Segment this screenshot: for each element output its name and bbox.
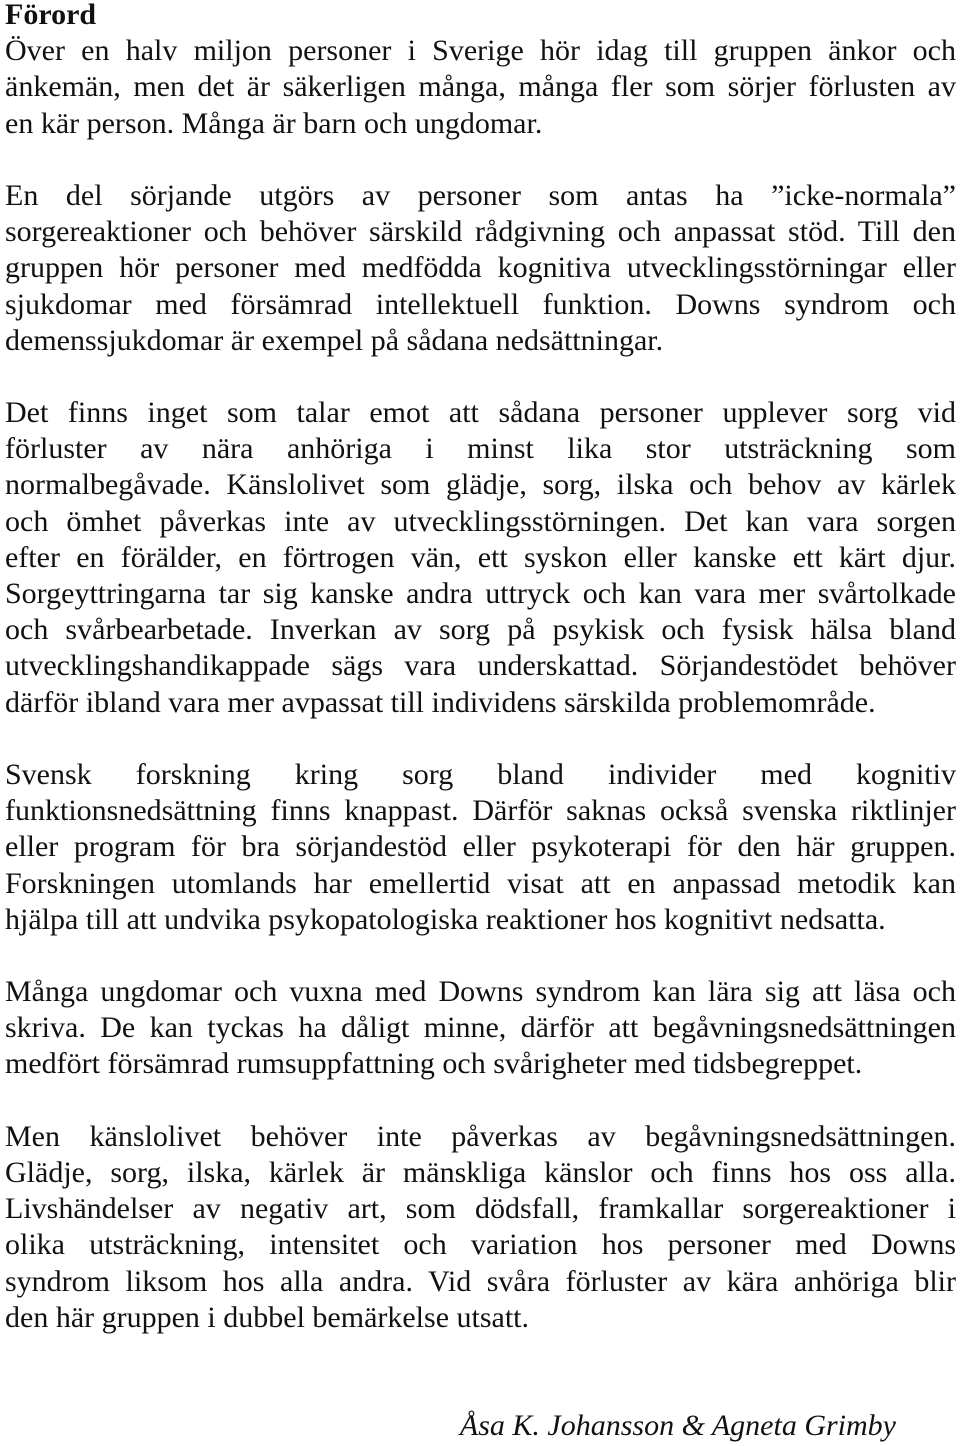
paragraph (5, 757, 956, 938)
paragraph (5, 1119, 956, 1336)
paragraph-line: Svensk forskning kring sorg bland individer med kognitiv (5, 757, 956, 791)
paragraph-line: och ömhet påverkas inte av utvecklingsstörningen. Det kan vara sorgen (5, 504, 956, 538)
paragraph-line: sjukdomar med försämrad intellektuell funktion. Downs syndrom och (5, 287, 956, 321)
paragraph (5, 33, 956, 142)
paragraph-line: olika utsträckning, intensitet och variation hos personer med Downs (5, 1228, 956, 1262)
paragraph-line: den här gruppen i dubbel bemärkelse utsatt. (5, 1300, 530, 1334)
paragraph-line: sorgereaktioner och behöver särskild rådgivning och anpassat stöd. Till den (5, 215, 956, 249)
paragraph-line: en kär person. Många är barn och ungdomar. (5, 106, 543, 140)
paragraph-line: Sorgeyttringarna tar sig kanske andra uttryck och kan vara mer svårtolkade (5, 577, 956, 610)
paragraph-line: Glädje, sorg, ilska, kärlek är mänskliga känslor och finns hos oss alla. (5, 1156, 956, 1189)
page-title: Förord (5, 0, 97, 31)
paragraph (5, 974, 956, 1083)
paragraph-line: Det finns inget som talar emot att sådana personer upplever sorg vid (5, 396, 956, 430)
paragraph-line: skriva. De kan tyckas ha dåligt minne, därför att begåvningsnedsättningen (5, 1011, 956, 1045)
paragraph-line: efter en förälder, en förtrogen vän, ett syskon eller kanske ett kärt djur. (5, 540, 956, 574)
paragraph-line: hjälpa till att undvika psykopatologiska reaktioner hos kognitivt nedsatta. (5, 902, 886, 936)
paragraph-line: Många ungdomar och vuxna med Downs syndrom kan lära sig att läsa och (5, 975, 956, 1009)
paragraph-line: gruppen hör personer med medfödda kognitiva utvecklingsstörningar eller (5, 251, 956, 285)
paragraph-line: Forskningen utomlands har emellertid visat att en anpassad metodik kan (5, 866, 956, 900)
document-page (5, 0, 956, 1445)
paragraph-line: änkemän, men det är säkerligen många, många fler som sörjer förlusten av (5, 70, 956, 104)
paragraph-line: En del sörjande utgörs av personer som antas ha ”icke-normala” (5, 178, 956, 212)
author-signature: Åsa K. Johansson & Agneta Grimby (459, 1409, 896, 1443)
paragraph-line: utvecklingshandikappade sägs vara underskattad. Sörjandestödet behöver (5, 649, 956, 683)
paragraph-line: Men känslolivet behöver inte påverkas av begåvningsnedsättningen. (5, 1119, 956, 1153)
paragraph-line: och svårbearbetade. Inverkan av sorg på psykisk och fysisk hälsa bland (5, 613, 956, 647)
paragraph-line: demenssjukdomar är exempel på sådana nedsättningar. (5, 323, 664, 357)
paragraph-line: förluster av nära anhöriga i minst lika stor utsträckning som (5, 432, 956, 466)
paragraph-line: normalbegåvade. Känslolivet som glädje, sorg, ilska och behov av kärlek (5, 468, 956, 502)
paragraph (5, 178, 956, 359)
paragraph-line: syndrom liksom hos alla andra. Vid svåra förluster av kära anhöriga blir (5, 1264, 956, 1298)
paragraph-line: Livshändelser av negativ art, som dödsfall, framkallar sorgereaktioner i (5, 1192, 956, 1226)
paragraph (5, 395, 956, 721)
paragraph-line: eller program för bra sörjandestöd eller psykoterapi för den här gruppen. (5, 830, 956, 864)
paragraph-line: därför ibland vara mer avpassat till individens särskilda problemområde. (5, 685, 876, 719)
paragraph-line: Över en halv miljon personer i Sverige hör idag till gruppen änkor och (5, 34, 956, 68)
paragraph-line: medfört försämrad rumsuppfattning och svårigheter med tidsbegreppet. (5, 1047, 863, 1081)
paragraph-line: funktionsnedsättning finns knappast. Därför saknas också svenska riktlinjer (5, 794, 956, 828)
